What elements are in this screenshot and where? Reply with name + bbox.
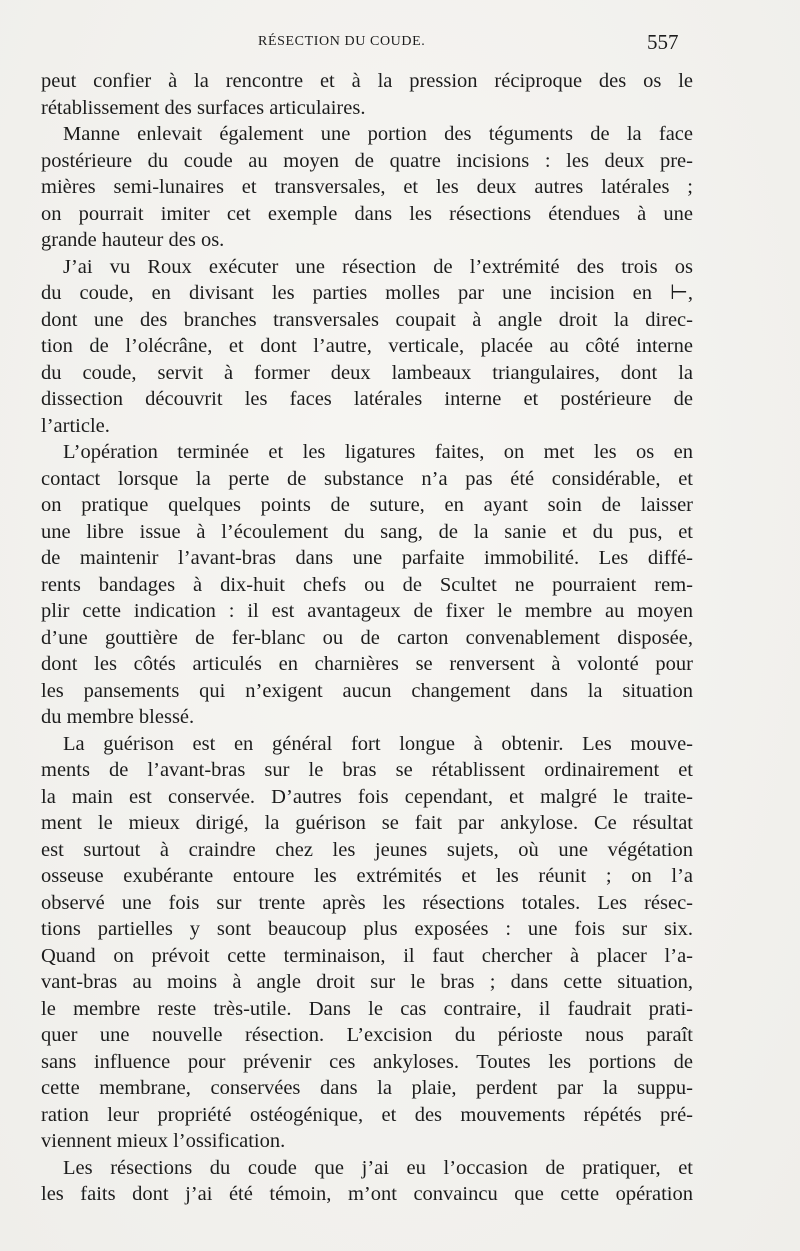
text-line: dont les côtés articulés en charnières se renversent à volonté pour (41, 653, 693, 675)
text-line: du coude, en divisant les parties molles par une incision en ⊢, (41, 282, 693, 304)
text-line: dont une des branches transversales coupait à angle droit la direc- (41, 308, 693, 331)
text-line: les pansements qui n’exigent aucun changement dans la situation (41, 679, 693, 702)
text-line: tions partielles y sont beaucoup plus exposées : une fois sur six. (41, 918, 693, 940)
text-line: mières semi-lunaires et transversales, et les deux autres latérales ; (41, 176, 693, 198)
text-line: contact lorsque la perte de substance n’a pas été considérable, et (41, 467, 693, 490)
text-line: quer une nouvelle résection. L’excision du périoste nous paraît (41, 1024, 693, 1046)
text-line: dissection découvrit les faces latérales interne et postérieure de (41, 388, 693, 410)
text-line: tion de l’olécrâne, et dont l’autre, verticale, placée au côté interne (41, 335, 693, 357)
text-line: le membre reste très-utile. Dans le cas contraire, il faudrait prati- (41, 997, 693, 1020)
paragraph (41, 68, 693, 121)
text-line: d’une gouttière de fer-blanc ou de carton convenablement disposée, (41, 626, 693, 649)
text-line: plir cette indication : il est avantageux de fixer le membre au moyen (41, 600, 693, 622)
text-line: Quand on prévoit cette terminaison, il faut chercher à placer l’a- (41, 944, 693, 967)
text-line: postérieure du coude au moyen de quatre incisions : les deux pre- (41, 149, 693, 172)
page-number: 557 (647, 30, 679, 54)
text-line: rétablissement des surfaces articulaires. (41, 96, 366, 119)
text-line: les faits dont j’ai été témoin, m’ont convaincu que cette opération (41, 1183, 693, 1205)
text-line: du membre blessé. (41, 706, 195, 728)
text-line: peut confier à la rencontre et à la pression réciproque des os le (41, 70, 693, 92)
text-line: osseuse exubérante entoure les extrémités et les réunit ; on l’a (41, 865, 693, 887)
paragraph (41, 439, 693, 731)
text-line: l’article. (41, 414, 110, 437)
text-line: viennent mieux l’ossification. (41, 1130, 286, 1152)
text-line: une libre issue à l’écoulement du sang, de la sanie et du pus, et (41, 520, 693, 543)
text-line: observé une fois sur trente après les résections totales. Les résec- (41, 891, 693, 914)
running-head: RÉSECTION DU COUDE. (258, 34, 426, 49)
paragraph (41, 731, 693, 1155)
text-line: grande hauteur des os. (41, 229, 225, 251)
text-line: Les résections du coude que j’ai eu l’occasion de pratiquer, et (63, 1156, 693, 1179)
text-line: de maintenir l’avant-bras dans une parfaite immobilité. Les diffé- (41, 547, 693, 569)
text-line: sans influence pour prévenir ces ankyloses. Toutes les portions de (41, 1050, 693, 1073)
text-line: rents bandages à dix-huit chefs ou de Scultet ne pourraient rem- (41, 573, 693, 596)
text-line: La guérison est en général fort longue à obtenir. Les mouve- (63, 732, 693, 755)
text-line: est surtout à craindre chez les jeunes sujets, où une végétation (41, 838, 693, 861)
page-header (0, 30, 800, 58)
text-line: J’ai vu Roux exécuter une résection de l’extrémité des trois os (63, 255, 693, 278)
paragraph (41, 254, 693, 440)
text-line: ments de l’avant-bras sur le bras se rétablissent ordinairement et (41, 759, 693, 781)
text-line: du coude, servit à former deux lambeaux triangulaires, dont la (41, 361, 693, 384)
paragraph (41, 121, 693, 254)
text-line: on pratique quelques points de suture, en ayant soin de laisser (41, 494, 693, 516)
paragraph (41, 1155, 693, 1208)
body-text (41, 68, 693, 1208)
text-line: Manne enlevait également une portion des téguments de la face (63, 123, 693, 145)
text-line: L’opération terminée et les ligatures faites, on met les os en (63, 441, 693, 463)
text-line: on pourrait imiter cet exemple dans les résections étendues à une (41, 202, 693, 225)
text-line: cette membrane, conservées dans la plaie, perdent par la suppu- (41, 1077, 693, 1099)
text-line: la main est conservée. D’autres fois cependant, et malgré le traite- (41, 785, 693, 808)
text-line: ment le mieux dirigé, la guérison se fait par ankylose. Ce résultat (41, 812, 693, 834)
text-line: ration leur propriété ostéogénique, et des mouvements répétés pré- (41, 1103, 693, 1126)
text-line: vant-bras au moins à angle droit sur le bras ; dans cette situation, (41, 971, 693, 993)
